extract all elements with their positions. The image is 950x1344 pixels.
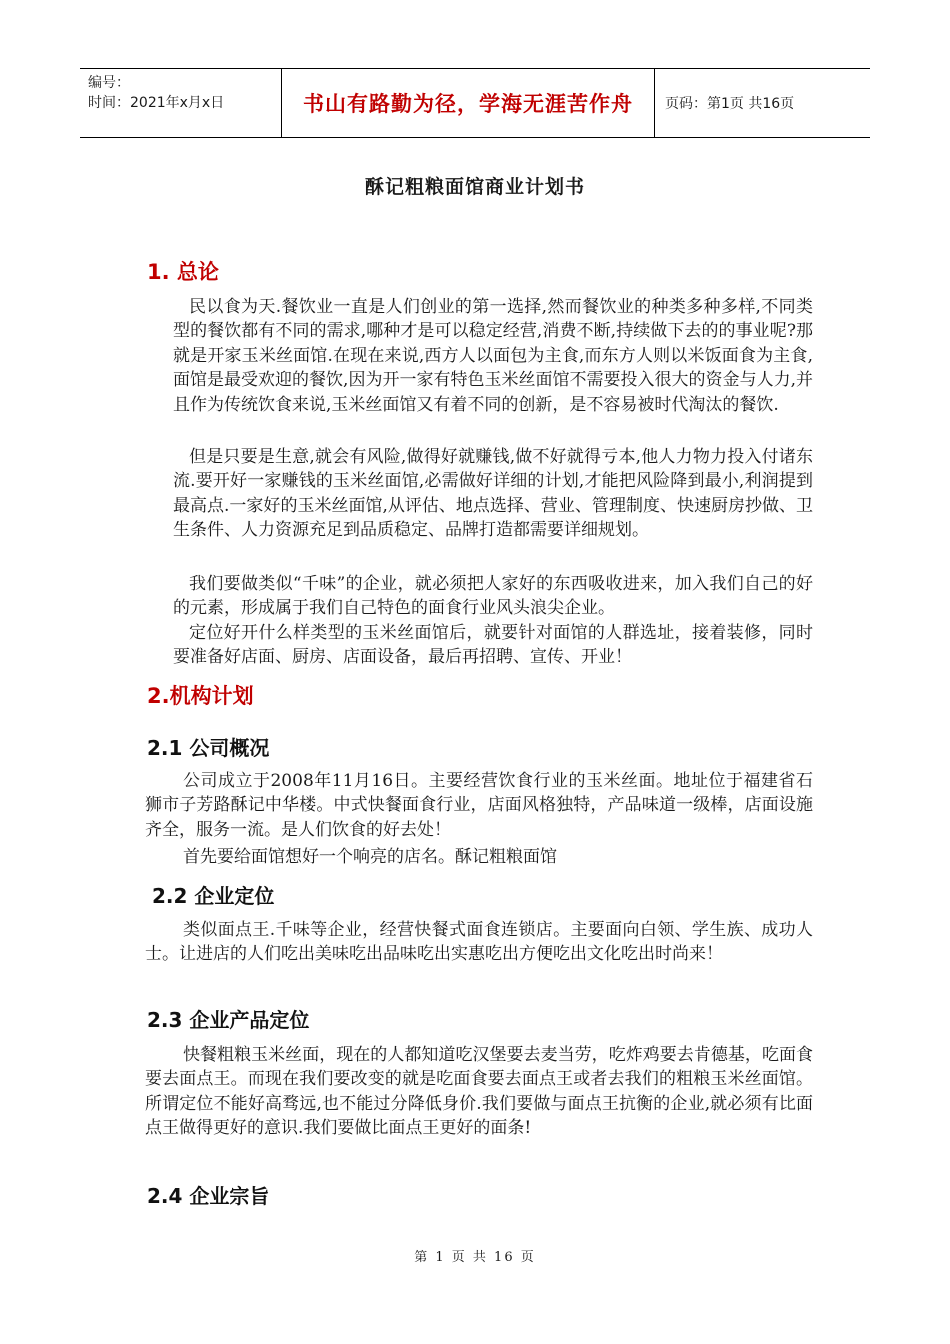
section-2-1-paragraph-2: 首先要给面馆想好一个响亮的店名。酥记粗粮面馆: [183, 847, 557, 867]
document-number-label: 编号：: [88, 75, 130, 91]
document-date-label: 时间：2021年x月x日: [88, 95, 225, 111]
section-1-paragraph-2: 但是只要是生意,就会有风险,做得好就赚钱,做不好就得亏本,他人力物力投入付诸东流.要开好一家赚钱的玉米丝面馆,必需做好详细的计划,才能把风险降到最小,利润提到最高点.一家好的玉米丝面馆,从评估、地点选择、营业、管理制度、快速厨房抄做、卫生条件、人力资源充足到品质稳定、品牌打造都需要详细规划。: [173, 447, 813, 541]
header-page-info: 页码：第1页 共16页: [665, 96, 795, 112]
section-heading-2-2: 2.2 企业定位: [152, 884, 275, 908]
header-table: [80, 68, 870, 138]
section-heading-2-1: 2.1 公司概况: [147, 736, 270, 760]
header-motto: 书山有路勤为径，学海无涯苦作舟: [282, 69, 655, 137]
header-meta: [80, 69, 282, 137]
section-1-paragraph-1: 民以食为天.餐饮业一直是人们创业的第一选择,然而餐饮业的种类多种多样,不同类型的餐饮都有不同的需求,哪种才是可以稳定经营,消费不断,持续做下去的的事业呢?那就是开家玉米丝面馆.在现在来说,西方人以面包为主食,而东方人则以米饭面食为主食,面馆是最受欢迎的餐饮,因为开一家有特色玉米丝面馆不需要投入很大的资金与人力,并且作为传统饮食来说,玉米丝面馆又有着不同的创新，是不容易被时代淘汰的餐饮.: [173, 297, 813, 415]
document-title: 酥记粗粮面馆商业计划书: [364, 176, 585, 198]
section-2-1-paragraph-1: 公司成立于2008年11月16日。主要经营饮食行业的玉米丝面。地址位于福建省石狮市子芳路酥记中华楼。中式快餐面食行业，店面风格独特，产品味道一级棒，店面设施齐全，服务一流。是人们饮食的好去处！: [145, 771, 813, 840]
section-1-paragraph-3: 我们要做类似“千味”的企业，就必须把人家好的东西吸收进来，加入我们自己的好的元素，形成属于我们自己特色的面食行业风头浪尖企业。: [173, 574, 813, 619]
section-heading-1: 1. 总论: [147, 260, 219, 284]
section-1-paragraph-4: 定位好开什么样类型的玉米丝面馆后，就要针对面馆的人群选址，接着装修，同时要准备好店面、厨房、店面设备，最后再招聘、宣传、开业！: [173, 623, 813, 668]
section-heading-2-3: 2.3 企业产品定位: [147, 1008, 310, 1032]
section-2-3-paragraph-1: 快餐粗粮玉米丝面，现在的人都知道吃汉堡要去麦当劳，吃炸鸡要去肯德基，吃面食要去面点王。而现在我们要改变的就是吃面食要去面点王或者去我们的粗粮玉米丝面馆。所谓定位不能好高骛远,也不能过分降低身价.我们要做与面点王抗衡的企业,就必须有比面点王做得更好的意识.我们要做比面点王更好的面条!: [145, 1045, 813, 1139]
section-heading-2-4: 2.4 企业宗旨: [147, 1184, 270, 1208]
section-heading-2: 2.机构计划: [147, 684, 254, 708]
page-footer: 第 1 页 共 16 页: [414, 1250, 536, 1265]
section-2-2-paragraph-1: 类似面点王.千味等企业，经营快餐式面食连锁店。主要面向白领、学生族、成功人士。让进店的人们吃出美味吃出品味吃出实惠吃出方便吃出文化吃出时尚来！: [145, 920, 813, 965]
